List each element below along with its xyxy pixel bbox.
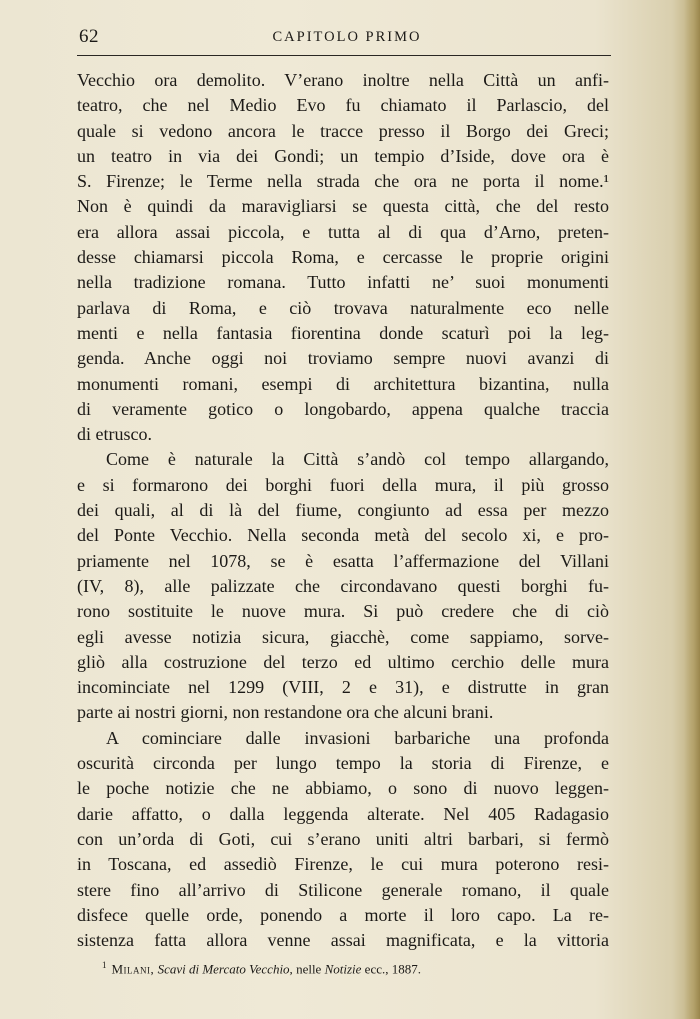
page-number: 62	[79, 26, 99, 47]
text-line: A cominciare dalle invasioni barbariche una profonda	[106, 727, 609, 748]
text-line: dei quali, al di là del fiume, congiunto ad essa per mezzo	[77, 500, 609, 521]
text-line: Come è naturale la Città s’andò col tempo allargando,	[106, 449, 609, 470]
text-line: un teatro in via dei Gondi; un tempio d’Iside, dove ora è	[77, 145, 609, 166]
text-line: desse chiamarsi piccola Roma, e cercasse le proprie origini	[77, 247, 609, 268]
text-line: del Ponte Vecchio. Nella seconda metà del secolo xi, e pro-	[77, 525, 609, 546]
text-line: gliò alla costruzione del terzo ed ultimo cerchio delle mura	[77, 651, 609, 672]
text-line: darie affatto, o dalla leggenda alterate. Nel 405 Radagasio	[77, 803, 609, 824]
footnote-journal: Notizie	[324, 961, 362, 977]
footnote-tail: ecc., 1887.	[361, 961, 421, 977]
text-line: menti e nella fantasia fiorentina donde scaturì poi la leg-	[77, 322, 609, 343]
text-line: era allora assai piccola, e tutta al di qua d’Arno, preten-	[77, 221, 609, 242]
text-line: stere fino all’arrivo di Stilicone generale romano, il quale	[77, 879, 609, 900]
text-line: di veramente gotico o longobardo, appena qualche traccia	[77, 398, 609, 419]
running-title: CAPITOLO PRIMO	[272, 29, 422, 45]
text-line: rono sostituite le nuove mura. Si può credere che di ciò	[77, 601, 609, 622]
text-line: parte ai nostri giorni, non restandone ora che alcuni brani.	[77, 702, 494, 723]
text-line: le poche notizie che ne abbiamo, o sono di nuovo leggen-	[77, 778, 609, 799]
text-line: in Toscana, ed assediò Firenze, le cui mura poterono resi-	[77, 854, 609, 875]
text-line: e si formarono dei borghi fuori della mura, il più grosso	[77, 474, 609, 495]
footnote-author: Milani,	[111, 961, 155, 977]
text-line: Non è quindi da maravigliarsi se questa città, che del resto	[77, 196, 609, 217]
text-line: egli avesse notizia sicura, giacchè, come sappiamo, sorve-	[77, 626, 609, 647]
footnote-mid: nelle	[292, 961, 325, 977]
footnote-title: Scavi di Mercato Vecchio,	[157, 961, 293, 977]
text-line: parlava di Roma, e ciò trovava naturalmente eco nelle	[77, 297, 609, 318]
text-line: monumenti romani, esempi di architettura bizantina, nulla	[77, 373, 609, 394]
body-text	[77, 68, 609, 953]
text-line: di etrusco.	[77, 424, 152, 445]
header-rule	[77, 55, 611, 56]
text-line: S. Firenze; le Terme nella strada che ora ne porta il nome.¹	[77, 171, 609, 192]
text-line: con un’orda di Goti, cui s’erano uniti altri barbari, si fermò	[77, 828, 609, 849]
text-line: genda. Anche oggi noi troviamo sempre nuovi avanzi di	[77, 348, 609, 369]
text-line: quale si vedono ancora le tracce presso il Borgo dei Greci;	[77, 120, 609, 141]
text-line: nella tradizione romana. Tutto infatti ne’ suoi monumenti	[77, 272, 609, 293]
footnote	[102, 960, 421, 977]
text-line: Vecchio ora demolito. V’erano inoltre nella Città un anfi-	[77, 70, 609, 90]
text-line: disfece quelle orde, ponendo a morte il loro capo. La re-	[77, 904, 609, 925]
text-line: incominciate nel 1299 (VIII, 2 e 31), e distrutte in gran	[77, 677, 609, 698]
text-line: oscurità circonda per lungo tempo la storia di Firenze, e	[77, 753, 609, 774]
page-edge-shadow	[684, 0, 700, 1019]
text-line: priamente nel 1078, se è esatta l’affermazione del Villani	[77, 550, 609, 571]
page-header	[77, 26, 617, 54]
text-line: (IV, 8), alle palizzate che circondavano questi borghi fu-	[77, 575, 609, 596]
text-line: sistenza fatta allora venne assai magnificata, e la vittoria	[77, 930, 609, 951]
footnote-marker: 1	[102, 960, 107, 970]
text-line: teatro, che nel Medio Evo fu chiamato il Parlascio, del	[77, 95, 609, 116]
